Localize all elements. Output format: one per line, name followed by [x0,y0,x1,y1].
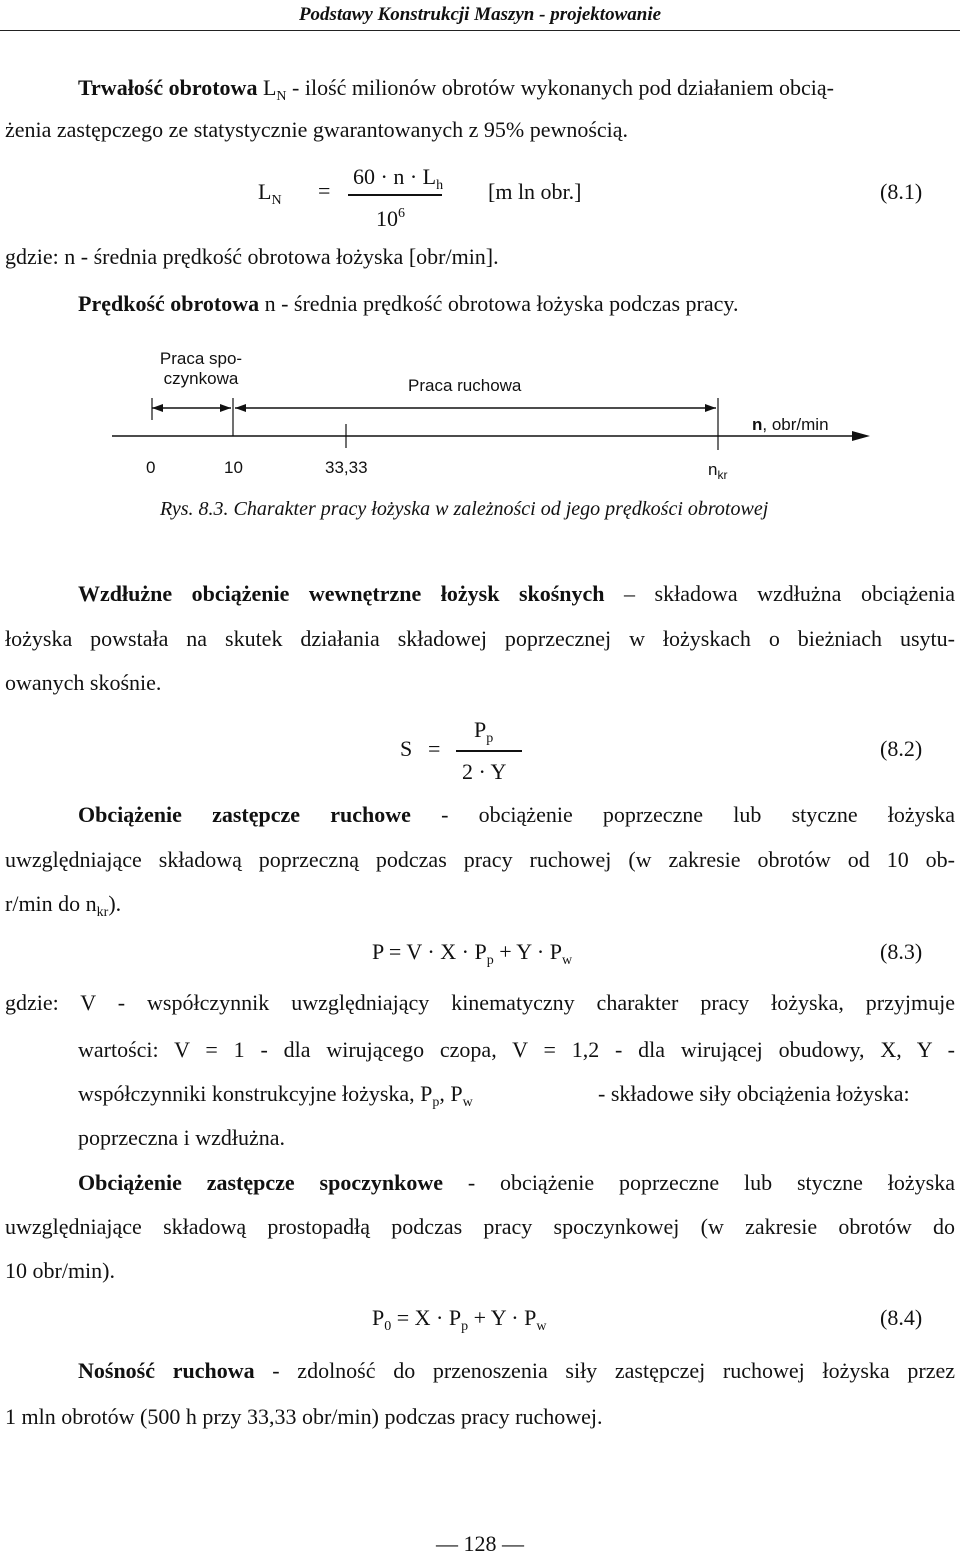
tick-nkr: $n_{kr}$ [708,460,728,482]
paragraph-durability-line2: żenia zastępczego ze statystycznie gwarantowanych z 95% pewnością. [5,117,629,142]
paragraph-speed: Prędkość obrotowa n - średnia prędkość obrotowa łożyska podczas pracy. [78,291,739,316]
where-n: gdzie: n - średnia prędkość obrotowa łożyska [obr/min]. [5,244,499,269]
paragraph-static-load-line2: uwzględniające składową prostopadłą podczas pracy spoczynkowej (w zakresie obrotów do [5,1214,955,1239]
tick-10: 10 [224,458,243,477]
paragraph-dynamic-capacity: Nośność ruchowa - zdolność do przenoszenia siły zastępczej ruchowej łożyska przez [78,1358,955,1383]
eq1-equals: = [318,178,331,203]
eq2-fraction-line [456,750,522,752]
paragraph-durability [78,77,834,108]
paragraph-static-load: Obciążenie zastępcze spoczynkowe - obciążenie poprzeczne lub styczne łożyska [78,1170,955,1195]
paragraph-dynamic-load: Obciążenie zastępcze ruchowe - obciążenie poprzeczne lub styczne łożyska [78,802,956,827]
figure-caption: Rys. 8.3. Charakter pracy łożyska w zależności od jego prędkości obrotowej [160,498,769,520]
label-motion-work: Praca ruchowa [408,376,522,395]
paragraph-axial-load: Wzdłużne obciążenie wewnętrzne łożysk skośnych – składowa wzdłużna obciążenia [78,581,955,606]
label-rest-work: Praca spo- czynkowa [159,349,243,388]
text: - ilość milionów obrotów wykonanych pod działaniem obcią- [286,75,834,100]
where-v-line3: współczynniki konstrukcyjne łożyska, $P_p$, $P_w$ [78,1081,473,1110]
equation-8-4: $P_0 = X \cdot P_p + Y \cdot P_w$ [372,1305,547,1334]
eq2-denominator: 2 · Y [462,759,507,784]
tick-0: 0 [146,458,156,477]
header-rule [0,30,960,31]
eq1-unit: [m ln obr.] [488,179,582,204]
page-number: — 128 — [436,1531,524,1556]
paragraph-dynamic-capacity-line2: 1 mln obrotów (500 h przy 33,33 obr/min) podczas pracy ruchowej. [5,1404,603,1429]
eq2-number: (8.2) [880,736,923,761]
paragraph-dynamic-load-line3: r/min do $n_{kr}$). [5,891,122,920]
symbol-ln: $L_N$ [262,75,287,104]
tick-33: 33,33 [325,458,368,477]
term-durability: Trwałość obrotowa [78,75,258,100]
paragraph-axial-load-line3: owanych skośnie. [5,670,162,695]
eq2-lhs: S [400,736,413,761]
where-v-line2: wartości: V = 1 - dla wirującego czopa, V = 1,2 - dla wirującej obudowy, X, Y - [78,1037,955,1062]
eq4-number: (8.4) [880,1305,923,1330]
where-v-line4: poprzeczna i wzdłużna. [78,1125,286,1150]
term-speed: Prędkość obrotowa [78,291,260,316]
page-header: Podstawy Konstrukcji Maszyn - projektowanie [298,4,662,25]
equation-8-3: $P = V \cdot X \cdot P_p + Y \cdot P_w$ [372,939,573,968]
eq1-number: (8.1) [880,179,923,204]
eq3-number: (8.3) [880,939,923,964]
eq1-denominator: $10^6$ [376,206,405,231]
eq1-numerator: $60 \cdot n \cdot L_h$ [353,164,444,193]
eq1-lhs: $L_N$ [258,179,282,208]
paragraph-axial-load-line2: łożyska powstała na skutek działania składowej poprzecznej w łożyskach o bieżniach usytu- [5,626,955,651]
paragraph-static-load-line3: 10 obr/min). [5,1258,115,1283]
axis-label: n, obr/min [752,415,829,434]
paragraph-dynamic-load-line2: uwzględniające składową poprzeczną podczas pracy ruchowej (w zakresie obrotów od 10 ob- [5,847,955,872]
where-v-line1: gdzie: V - współczynnik uwzględniający kinematyczny charakter pracy łożyska, przyjmuje [5,990,955,1015]
where-v-line3-right: - składowe siły obciążenia łożyska: [598,1081,910,1106]
eq2-equals: = [428,736,441,761]
eq1-fraction-line [348,194,442,196]
eq2-numerator: $P_p$ [474,717,494,746]
